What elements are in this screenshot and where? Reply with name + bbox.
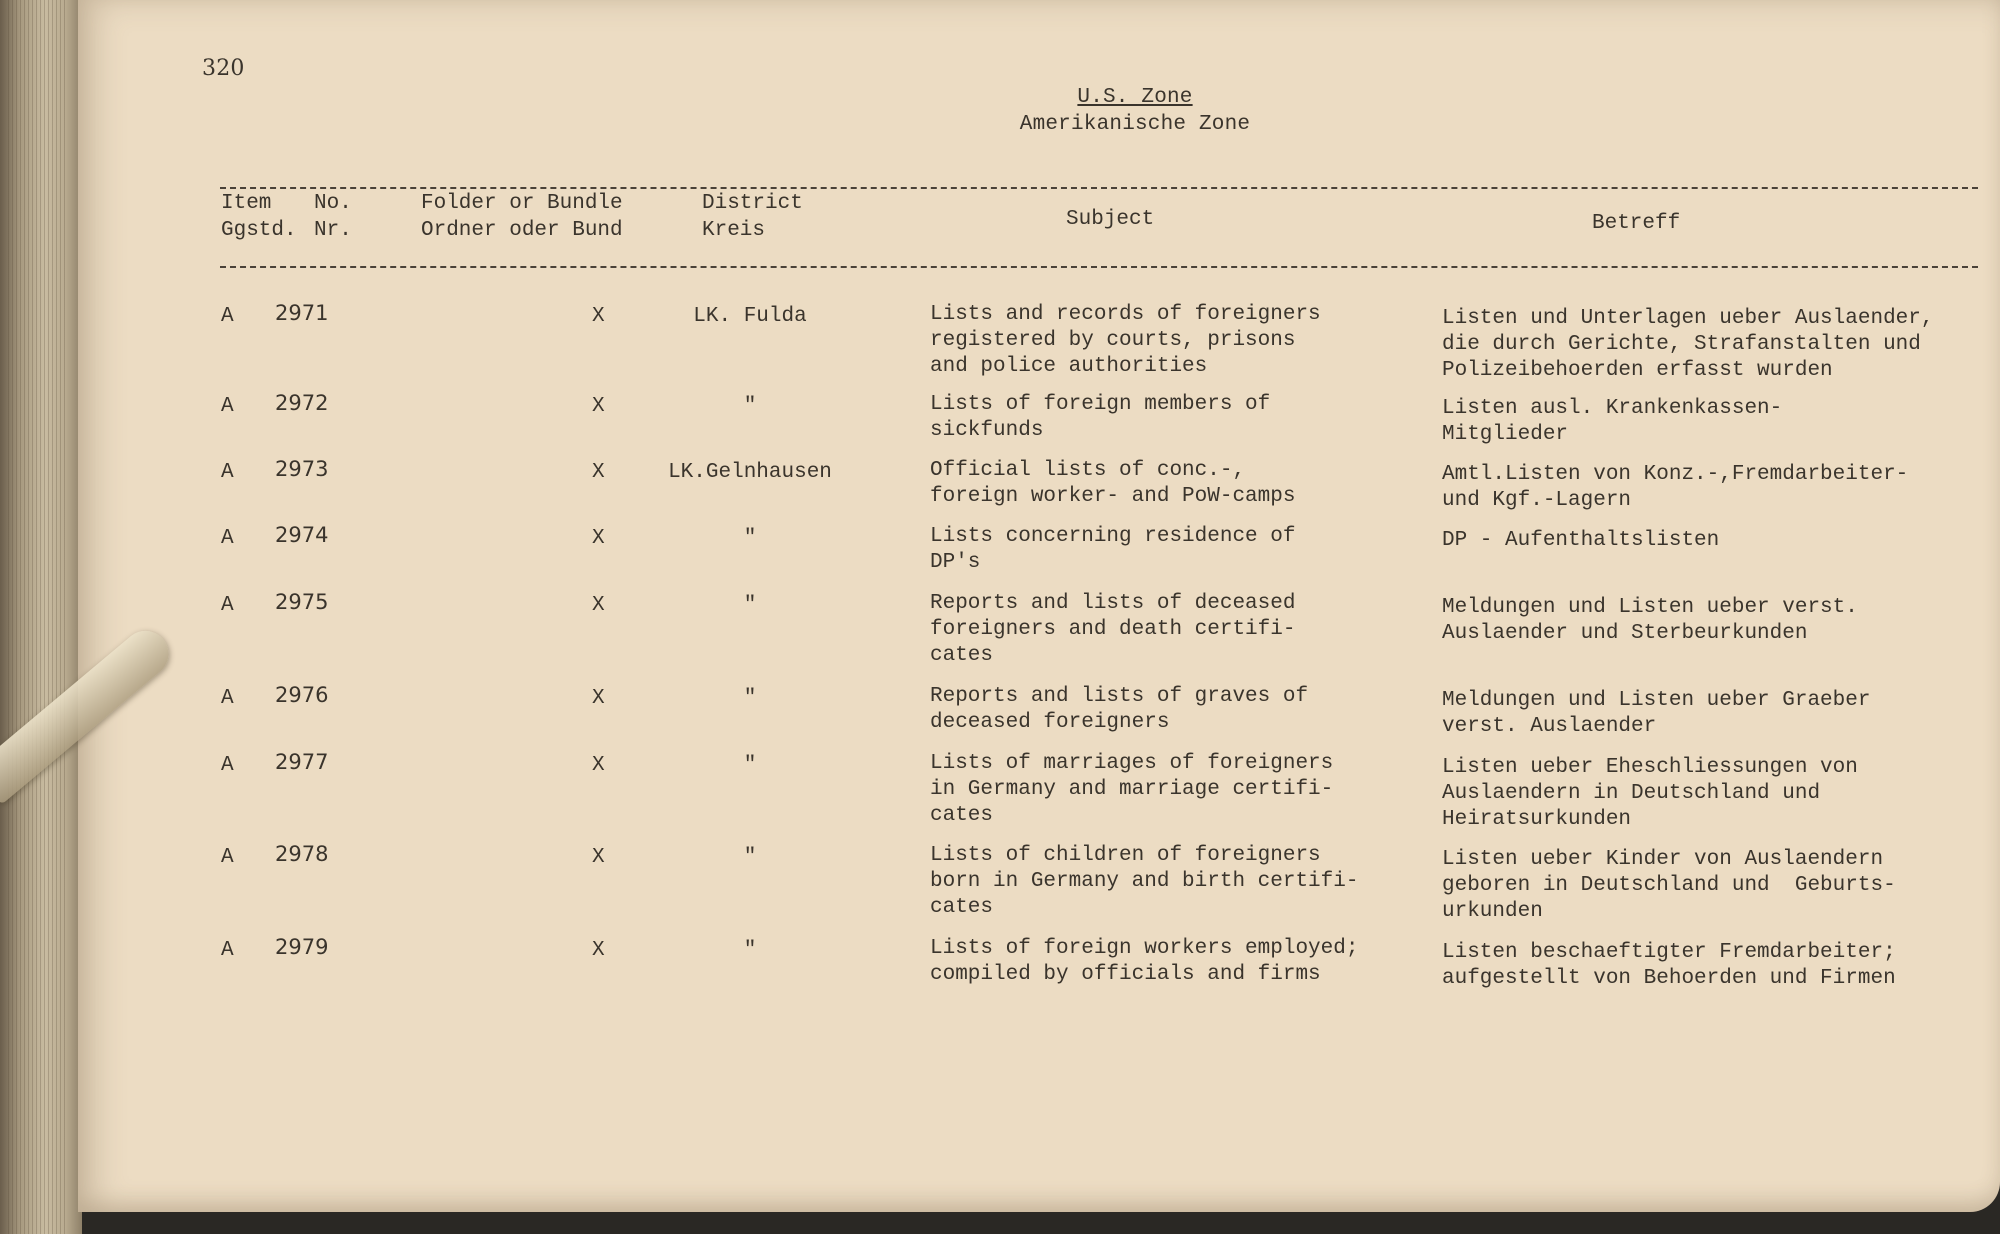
row-item: A xyxy=(221,395,234,418)
row-number: 2974 xyxy=(275,523,329,547)
header-no: No. Nr. xyxy=(314,192,352,242)
row-number: 2971 xyxy=(275,301,329,325)
row-item: A xyxy=(221,461,234,484)
row-item: A xyxy=(221,594,234,617)
row-number: 2977 xyxy=(275,750,329,774)
row-subject: Reports and lists of graves of deceased foreigners xyxy=(930,685,1309,734)
header-item: Item Ggstd. xyxy=(221,192,297,242)
row-item: A xyxy=(221,305,234,328)
row-number: 2976 xyxy=(275,683,329,707)
row-folder-mark: X xyxy=(592,939,605,962)
row-subject: Lists of children of foreigners born in Germany and birth certifi- cates xyxy=(930,844,1359,919)
row-district: " xyxy=(743,687,757,710)
row-folder-mark: X xyxy=(592,754,605,777)
row-number: 2972 xyxy=(275,391,329,415)
row-betreff: Listen beschaeftigter Fremdarbeiter; aufgestellt von Behoerden und Firmen xyxy=(1442,941,1896,990)
row-subject: Lists concerning residence of DP's xyxy=(930,525,1296,574)
row-district: " xyxy=(743,395,757,418)
row-district: LK.Gelnhausen xyxy=(668,461,832,484)
row-subject: Reports and lists of deceased foreigners and death certifi- cates xyxy=(930,592,1296,667)
header-betreff: Betreff xyxy=(1592,212,1681,235)
row-number: 2973 xyxy=(275,457,329,481)
row-folder-mark: X xyxy=(592,594,605,617)
header-subject: Subject xyxy=(1066,208,1155,231)
row-folder-mark: X xyxy=(592,527,605,550)
row-folder-mark: X xyxy=(592,395,605,418)
row-subject: Official lists of conc.-, foreign worker- and PoW-camps xyxy=(930,459,1296,508)
page-number: 320 xyxy=(202,56,245,81)
row-betreff: Listen und Unterlagen ueber Auslaender, die durch Gerichte, Strafanstalten und Polizeibehoerden erfasst wurden xyxy=(1442,307,1934,382)
row-betreff: Amtl.Listen von Konz.-,Fremdarbeiter- und Kgf.-Lagern xyxy=(1442,463,1909,512)
row-district: " xyxy=(743,939,757,962)
header-folder: Folder or Bundle Ordner oder Bund xyxy=(421,192,623,242)
row-folder-mark: X xyxy=(592,846,605,869)
row-item: A xyxy=(221,939,234,962)
row-betreff: Listen ueber Eheschliessungen von Auslaendern in Deutschland und Heiratsurkunden xyxy=(1442,756,1858,831)
row-item: A xyxy=(221,846,234,869)
row-number: 2979 xyxy=(275,935,329,959)
row-folder-mark: X xyxy=(592,461,605,484)
row-item: A xyxy=(221,754,234,777)
zone-subtitle: Amerikanische Zone xyxy=(1019,113,1251,136)
book-page-edge xyxy=(0,0,82,1234)
row-subject: Lists of foreign members of sickfunds xyxy=(930,393,1271,442)
row-folder-mark: X xyxy=(592,687,605,710)
row-subject: Lists of marriages of foreigners in Germany and marriage certifi- cates xyxy=(930,752,1334,827)
row-item: A xyxy=(221,687,234,710)
row-number: 2978 xyxy=(275,842,329,866)
row-betreff: Listen ausl. Krankenkassen- Mitglieder xyxy=(1442,397,1783,446)
row-district: " xyxy=(743,594,757,617)
row-betreff: Meldungen und Listen ueber verst. Auslaender und Sterbeurkunden xyxy=(1442,596,1858,645)
row-folder-mark: X xyxy=(592,305,605,328)
header-rule-top xyxy=(220,187,1978,189)
header-district: District Kreis xyxy=(702,192,803,242)
row-number: 2975 xyxy=(275,590,329,614)
row-betreff: Listen ueber Kinder von Auslaendern geboren in Deutschland und Geburts- urkunden xyxy=(1442,848,1896,923)
row-subject: Lists of foreign workers employed; compiled by officials and firms xyxy=(930,937,1359,986)
zone-title: U.S. Zone xyxy=(1077,86,1193,109)
row-betreff: DP - Aufenthaltslisten xyxy=(1442,529,1720,552)
row-district: " xyxy=(743,527,757,550)
header-rule-bottom xyxy=(220,266,1978,268)
row-subject: Lists and records of foreigners registered by courts, prisons and police authorities xyxy=(930,303,1321,378)
row-item: A xyxy=(221,527,234,550)
row-district: " xyxy=(743,754,757,777)
row-district: " xyxy=(743,846,757,869)
row-district: LK. Fulda xyxy=(693,305,807,328)
row-betreff: Meldungen und Listen ueber Graeber verst. Auslaender xyxy=(1442,689,1871,738)
